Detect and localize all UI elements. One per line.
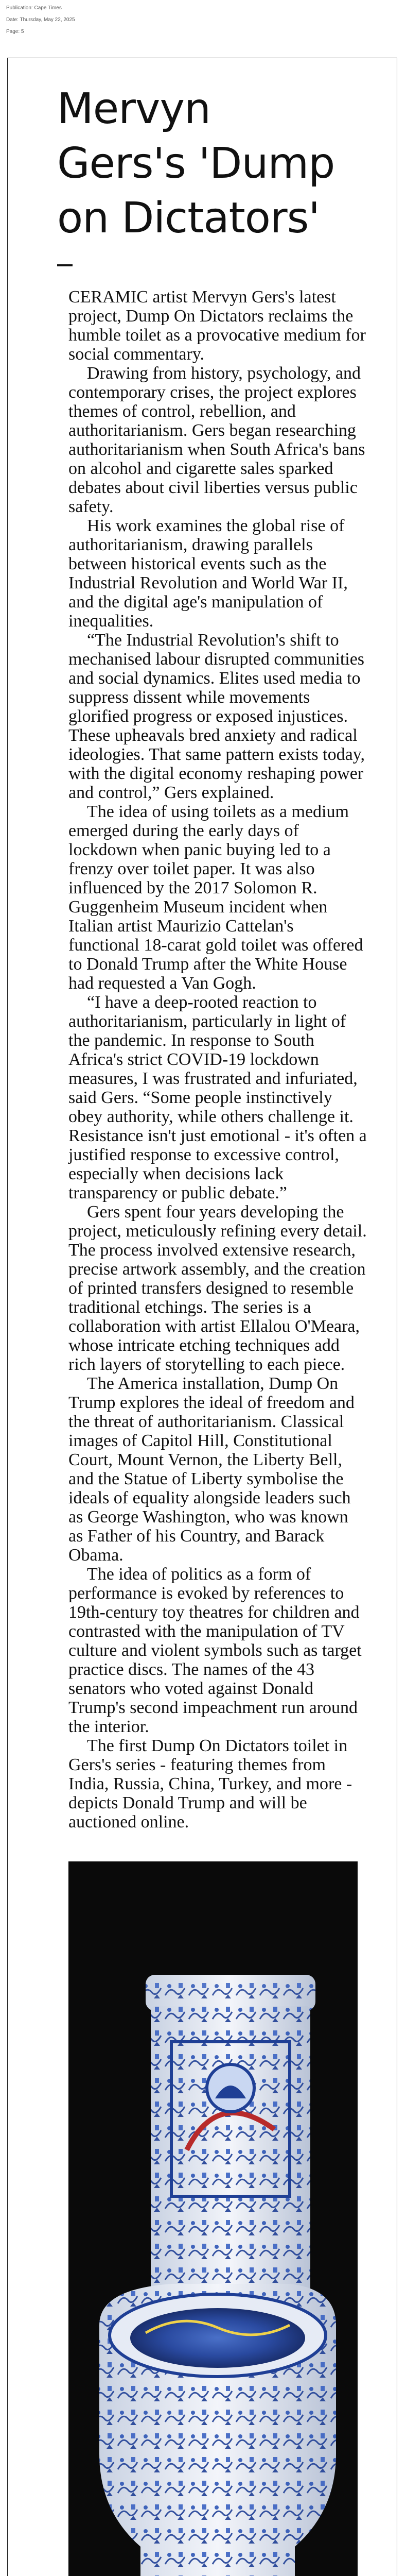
toilet-cistern	[146, 1975, 315, 2294]
article-body	[68, 287, 367, 1832]
article-headline: Mervyn Gers's 'Dump on Dictators'	[57, 84, 335, 243]
article-paragraph: His work examines the global rise of authoritarianism, drawing parallels between historical events such as the Industrial Revolution and World War II, and the digital age's manipulation of inequalities.	[68, 516, 348, 631]
toilet-illustration	[68, 1861, 358, 2576]
article-paragraph: The first Dump On Dictators toilet in Gers's series - featuring themes from India, Russia, China, Turkey, and more - depicts Donald Trump and will be auctioned online.	[68, 1736, 352, 1832]
article-paragraph: “The Industrial Revolution's shift to mechanised labour disrupted communities and social dynamics. Elites used media to suppress dissent while movements glorified progress or exposed injustices. These upheavals bred anxiety and radical ideologies. That same pattern exists today, with the digital economy reshaping power and control,” Gers explained.	[68, 631, 365, 802]
publication-label: Publication: Cape Times	[6, 5, 62, 11]
headline-rule	[57, 264, 73, 266]
article-paragraph: The idea of politics as a form of performance is evoked by references to 19th-century toy theatres for children and contrasted with the manipulation of TV culture and violent symbols such as target practice discs. The names of the 43 senators who voted against Donald Trump's second impeachment run around the interior.	[68, 1565, 362, 1736]
article-paragraph: CERAMIC artist Mervyn Gers's latest project, Dump On Dictators reclaims the humble toilet as a provocative medium for social commentary.	[68, 287, 366, 364]
article-paragraph: Gers spent four years developing the project, meticulously refining every detail. The process involved extensive research, precise artwork assembly, and the creation of printed transfers designed to resemble traditional etchings. The series is a collaboration with artist Ellalou O'Meara, whose intricate etching techniques add rich layers of storytelling to each piece.	[68, 1202, 367, 1374]
page-label: Page: 5	[6, 29, 24, 35]
date-label: Date: Thursday, May 22, 2025	[6, 17, 75, 23]
article-paragraph: The America installation, Dump On Trump explores the ideal of freedom and the threat of authoritarianism. Classical images of Capitol Hill, Constitutional Court, Mount Vernon, the Liberty Bell, and the Statue of Liberty symbolise the ideals of equality alongside leaders such as George Washington, who was known as Father of his Country, and Barack Obama.	[68, 1374, 355, 1565]
article-paragraph: “I have a deep-rooted reaction to authoritarianism, particularly in light of the pandemic. In response to South Africa's strict COVID-19 lockdown measures, I was frustrated and infuriated, said Gers. “Some people instinctively obey authority, while others challenge it. Resistance isn't just emotional - it's often a justified response to excessive control, especially when decisions lack transparency or public debate.”	[68, 993, 367, 1202]
article-clipping	[7, 58, 397, 2576]
article-paragraph: The idea of using toilets as a medium emerged during the early days of lockdown when panic buying led to a frenzy over toilet paper. It was also influenced by the 2017 Solomon R. Guggenheim Museum incident when Italian artist Maurizio Cattelan's functional 18-carat gold toilet was offered to Donald Trump after the White House had requested a Van Gogh.	[68, 802, 363, 993]
toilet-bowl	[99, 2284, 336, 2576]
article-paragraph: Drawing from history, psychology, and contemporary crises, the project explores themes of control, rebellion, and authoritarianism. Gers began researching authoritarianism when South Africa's bans on alcohol and cigarette sales sparked debates about civil liberties versus public safety.	[68, 364, 365, 516]
toilet-artwork-photo	[68, 1861, 358, 2576]
